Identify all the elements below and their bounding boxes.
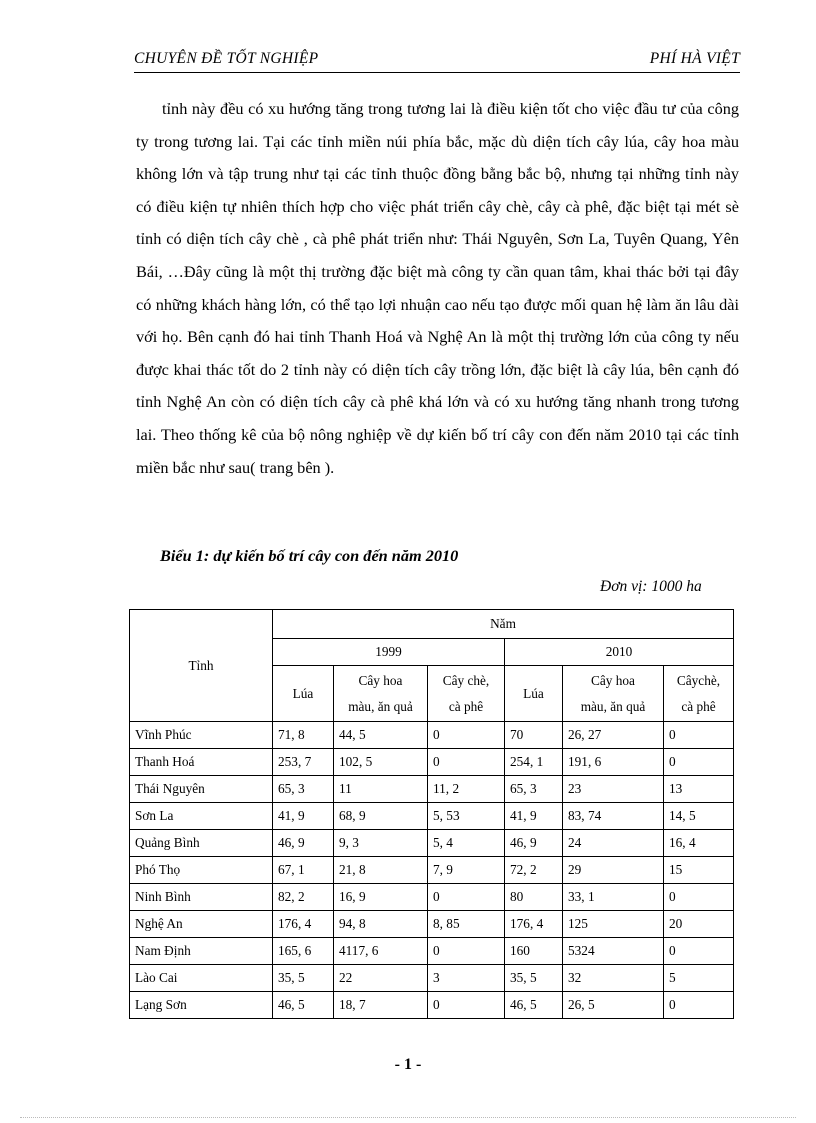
crop-table	[129, 609, 734, 1019]
value-cell: 80	[505, 884, 563, 911]
value-cell: 9, 3	[334, 830, 428, 857]
value-cell: 46, 5	[273, 992, 334, 1019]
value-cell: 8, 85	[428, 911, 505, 938]
header-che-2010-line1: Câychè,	[676, 672, 721, 688]
page-number: - 1 -	[394, 1056, 422, 1073]
value-cell: 15	[664, 857, 734, 884]
value-cell: 21, 8	[334, 857, 428, 884]
value-cell: 0	[664, 884, 734, 911]
header-hoa-1999-line1: Cây hoa	[358, 672, 403, 688]
value-cell: 65, 3	[505, 776, 563, 803]
value-cell: 46, 9	[273, 830, 334, 857]
value-cell: 22	[334, 965, 428, 992]
table-row	[130, 722, 734, 749]
value-cell: 11, 2	[428, 776, 505, 803]
value-cell: 0	[664, 722, 734, 749]
province-cell: Lạng Sơn	[130, 992, 273, 1019]
value-cell: 11	[334, 776, 428, 803]
value-cell: 3	[428, 965, 505, 992]
value-cell: 0	[428, 884, 505, 911]
header-nam: Năm	[273, 610, 734, 639]
value-cell: 33, 1	[563, 884, 664, 911]
header-che-1999	[428, 666, 505, 722]
table-row	[130, 803, 734, 830]
value-cell: 4117, 6	[334, 938, 428, 965]
value-cell: 35, 5	[505, 965, 563, 992]
value-cell: 26, 27	[563, 722, 664, 749]
header-tinh: Tỉnh	[130, 610, 273, 722]
province-cell: Quảng Bình	[130, 830, 273, 857]
value-cell: 83, 74	[563, 803, 664, 830]
value-cell: 253, 7	[273, 749, 334, 776]
header-che-1999-line1: Cây chè,	[442, 672, 490, 688]
header-lua-1999: Lúa	[273, 666, 334, 722]
province-cell: Thanh Hoá	[130, 749, 273, 776]
value-cell: 0	[428, 722, 505, 749]
value-cell: 94, 8	[334, 911, 428, 938]
value-cell: 165, 6	[273, 938, 334, 965]
unit-label: Đơn vị: 1000 ha	[600, 578, 702, 595]
header-che-2010-line2: cà phê	[681, 698, 716, 714]
value-cell: 26, 5	[563, 992, 664, 1019]
value-cell: 72, 2	[505, 857, 563, 884]
value-cell: 14, 5	[664, 803, 734, 830]
table-row	[130, 911, 734, 938]
header-hoa-2010-line2: màu, ăn quả	[580, 698, 646, 714]
value-cell: 46, 9	[505, 830, 563, 857]
value-cell: 0	[428, 992, 505, 1019]
value-cell: 176, 4	[505, 911, 563, 938]
header-hoa-1999	[334, 666, 428, 722]
header-hoa-2010-line1: Cây hoa	[591, 672, 635, 688]
value-cell: 67, 1	[273, 857, 334, 884]
value-cell: 13	[664, 776, 734, 803]
value-cell: 16, 4	[664, 830, 734, 857]
header-hoa-1999-line2: màu, ăn quả	[348, 698, 413, 714]
header-lua-2010: Lúa	[505, 666, 563, 722]
value-cell: 0	[664, 992, 734, 1019]
province-cell: Lào Cai	[130, 965, 273, 992]
value-cell: 191, 6	[563, 749, 664, 776]
value-cell: 23	[563, 776, 664, 803]
header-year-2010: 2010	[505, 639, 734, 666]
value-cell: 160	[505, 938, 563, 965]
value-cell: 46, 5	[505, 992, 563, 1019]
value-cell: 68, 9	[334, 803, 428, 830]
value-cell: 32	[563, 965, 664, 992]
header-author: PHÍ HÀ VIỆT	[649, 50, 740, 67]
table-row	[130, 884, 734, 911]
table-row	[130, 749, 734, 776]
province-cell: Vĩnh Phúc	[130, 722, 273, 749]
table-row	[130, 830, 734, 857]
value-cell: 7, 9	[428, 857, 505, 884]
value-cell: 18, 7	[334, 992, 428, 1019]
value-cell: 5, 53	[428, 803, 505, 830]
value-cell: 5, 4	[428, 830, 505, 857]
value-cell: 5	[664, 965, 734, 992]
value-cell: 125	[563, 911, 664, 938]
value-cell: 0	[428, 749, 505, 776]
header-che-2010	[664, 666, 734, 722]
page-header	[134, 50, 740, 73]
value-cell: 0	[664, 938, 734, 965]
value-cell: 254, 1	[505, 749, 563, 776]
value-cell: 102, 5	[334, 749, 428, 776]
province-cell: Thái Nguyên	[130, 776, 273, 803]
province-cell: Sơn La	[130, 803, 273, 830]
province-cell: Nam Định	[130, 938, 273, 965]
header-title: CHUYÊN ĐỀ TỐT NGHIỆP	[134, 50, 319, 67]
value-cell: 0	[664, 749, 734, 776]
table-caption: Biểu 1: dự kiến bố trí cây con đến năm 2010	[160, 546, 459, 565]
value-cell: 24	[563, 830, 664, 857]
value-cell: 5324	[563, 938, 664, 965]
value-cell: 29	[563, 857, 664, 884]
value-cell: 0	[428, 938, 505, 965]
value-cell: 35, 5	[273, 965, 334, 992]
value-cell: 71, 8	[273, 722, 334, 749]
value-cell: 70	[505, 722, 563, 749]
header-che-1999-line2: cà phê	[448, 698, 484, 714]
header-year-1999: 1999	[273, 639, 505, 666]
value-cell: 82, 2	[273, 884, 334, 911]
value-cell: 41, 9	[273, 803, 334, 830]
table-body	[130, 722, 734, 1019]
province-cell: Nghệ An	[130, 911, 273, 938]
province-cell: Phó Thọ	[130, 857, 273, 884]
value-cell: 65, 3	[273, 776, 334, 803]
province-cell: Ninh Bình	[130, 884, 273, 911]
table-row	[130, 965, 734, 992]
table-row	[130, 938, 734, 965]
value-cell: 41, 9	[505, 803, 563, 830]
header-hoa-2010	[563, 666, 664, 722]
value-cell: 16, 9	[334, 884, 428, 911]
value-cell: 44, 5	[334, 722, 428, 749]
table-row	[130, 776, 734, 803]
page-bottom-divider	[20, 1117, 796, 1118]
table-row	[130, 857, 734, 884]
value-cell: 20	[664, 911, 734, 938]
value-cell: 176, 4	[273, 911, 334, 938]
body-paragraph: tỉnh này đều có xu hướng tăng trong tương lai là điều kiện tốt cho việc đầu tư của công ty trong tương lai. Tại các tỉnh miền núi phía bắc, mặc dù diện tích cây lúa, cây hoa màu không lớn và tập trung như tại các tỉnh thuộc đồng bằng bắc bộ, nhưng tại những tỉnh này có điều kiện tự nhiên thích hợp cho việc phát triển cây chè, cây cà phê, đặc biệt tại mét sè tỉnh có diện tích cây chè , cà phê phát triển như: Thái Nguyên, Sơn La, Tuyên Quang, Yên Bái, …Đây cũng là một thị trường đặc biệt mà công ty cần quan tâm, khai thác bởi tại đây có những khách hàng lớn, có thể tạo lợi nhuận cao nếu tạo được mối quan hệ làm ăn lâu dài với họ. Bên cạnh đó hai tỉnh Thanh Hoá và Nghệ An là một thị trường lớn của công ty nếu được khai thác tốt do 2 tỉnh này có diện tích cây trồng lớn, đặc biệt là cây lúa, bên cạnh đó tỉnh Nghệ An còn có diện tích cây cà phê khá lớn và có xu hướng tăng nhanh trong tương lai. Theo thống kê của bộ nông nghiệp về dự kiến bố trí cây con đến năm 2010 tại các tỉnh miền bắc như sau( trang bên ).	[136, 99, 739, 477]
table-row	[130, 992, 734, 1019]
